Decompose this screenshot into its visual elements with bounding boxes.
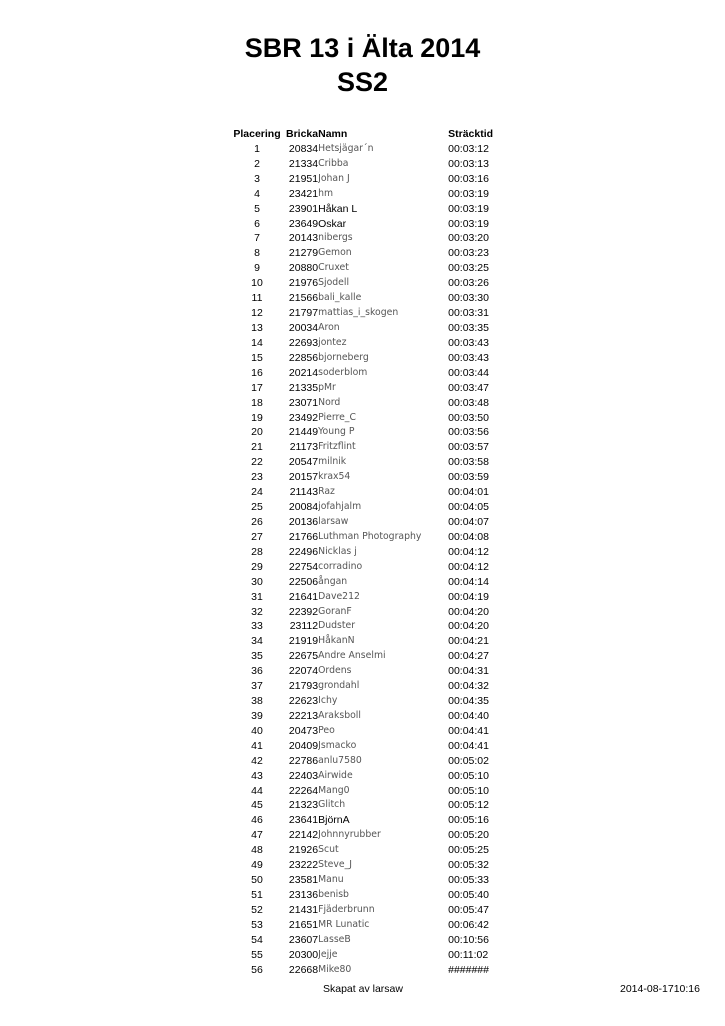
stracktid-cell: 00:04:20 [448,605,489,618]
bricka-cell: 22786 [288,754,319,767]
page-subtitle: SS2 [336,67,389,97]
bricka-cell: 23649 [288,217,319,230]
placering-cell: 6 [254,217,260,230]
table-row [228,694,522,709]
table-row [228,679,522,694]
namn-cell: Aron [318,321,340,333]
table-row [228,664,522,679]
namn-cell: BjörnA [318,814,350,827]
stracktid-cell: 00:03:56 [448,426,489,439]
table-row [228,798,522,813]
table-row [228,172,522,187]
placering-cell: 30 [251,575,263,588]
bricka-cell: 22506 [288,575,319,588]
stracktid-cell: 00:03:43 [448,351,489,364]
column-header-bricka: Bricka [286,128,319,140]
bricka-cell: 22693 [288,336,319,349]
bricka-cell: 21926 [288,844,319,857]
bricka-cell: 21793 [288,680,319,693]
placering-cell: 8 [254,247,260,260]
namn-cell: Dudster [318,620,356,632]
placering-cell: 33 [251,620,263,633]
namn-cell: Luthman Photography [318,530,422,542]
bricka-cell: 20409 [288,739,319,752]
namn-cell: Ordens [318,665,352,677]
namn-cell: Mang0 [318,784,350,796]
placering-cell: 31 [251,590,263,603]
namn-cell: larsaw [318,515,349,527]
namn-cell: Fritzflint [318,441,356,453]
placering-cell: 32 [251,605,263,618]
namn-cell: GoranF [318,605,352,617]
namn-cell: Dave212 [318,590,360,602]
bricka-cell: 20084 [288,501,319,514]
stracktid-cell: 00:04:01 [448,486,489,499]
bricka-cell: 22675 [288,650,319,663]
table-row [228,291,522,306]
namn-cell: Araksboll [318,709,361,721]
namn-cell: Raz [318,486,335,498]
bricka-cell: 21335 [288,381,319,394]
column-header-namn: Namn [318,128,348,140]
placering-cell: 49 [251,859,263,872]
stracktid-cell: 00:04:07 [448,515,489,528]
bricka-cell: 21919 [288,635,319,648]
table-row [228,142,522,157]
namn-cell: Jejje [318,948,338,960]
namn-cell: bali_kalle [318,292,362,304]
stracktid-cell: 00:05:40 [448,889,489,902]
table-row [228,709,522,724]
placering-cell: 51 [251,889,263,902]
stracktid-cell: 00:03:47 [448,381,489,394]
stracktid-cell: 00:03:58 [448,456,489,469]
bricka-cell: 21323 [288,799,319,812]
namn-cell: LasseB [318,933,351,945]
table-row [228,411,522,426]
placering-cell: 55 [251,948,263,961]
table-row [228,754,522,769]
bricka-cell: 23421 [288,187,319,200]
table-row [228,470,522,485]
table-row [228,217,522,232]
namn-cell: Fjäderbrunn [318,903,375,915]
bricka-cell: 23581 [288,874,319,887]
stracktid-cell: 00:05:10 [448,784,489,797]
bricka-cell: 21431 [288,903,319,916]
bricka-cell: 23222 [288,859,319,872]
namn-cell: HåkanN [318,635,355,647]
table-row [228,828,522,843]
bricka-cell: 20034 [288,321,319,334]
placering-cell: 48 [251,844,263,857]
placering-cell: 22 [251,456,263,469]
table-row [228,858,522,873]
table-row [228,918,522,933]
stracktid-cell: 00:04:35 [448,695,489,708]
placering-cell: 54 [251,933,263,946]
table-row [228,530,522,545]
placering-cell: 44 [251,784,263,797]
table-row [228,187,522,202]
stracktid-cell: 00:03:20 [448,232,489,245]
placering-cell: 18 [251,396,263,409]
stracktid-cell: 00:05:02 [448,754,489,767]
table-row [228,440,522,455]
table-row [228,724,522,739]
namn-cell: hm [318,187,334,199]
namn-cell: bjorneberg [318,351,369,363]
bricka-cell: 23901 [288,202,319,215]
table-row [228,231,522,246]
stracktid-cell: 00:03:44 [448,366,489,379]
table-row [228,575,522,590]
bricka-cell: 22496 [288,545,319,558]
placering-cell: 10 [251,277,263,290]
stracktid-cell: 00:03:19 [448,202,489,215]
bricka-cell: 22623 [288,695,319,708]
placering-cell: 26 [251,515,263,528]
placering-cell: 50 [251,874,263,887]
placering-cell: 56 [251,963,263,976]
stracktid-cell: 00:04:27 [448,650,489,663]
namn-cell: MR Lunatic [318,918,370,930]
table-row [228,933,522,948]
table-row [228,634,522,649]
bricka-cell: 23607 [288,933,319,946]
bricka-cell: 22403 [288,769,319,782]
placering-cell: 34 [251,635,263,648]
placering-cell: 35 [251,650,263,663]
namn-cell: nibergs [318,232,353,244]
bricka-cell: 21766 [288,530,319,543]
table-row [228,769,522,784]
created-by-text: Skapat av larsaw [323,983,403,995]
stracktid-cell: 00:04:32 [448,680,489,693]
stracktid-cell: 00:04:12 [448,560,489,573]
placering-cell: 24 [251,486,263,499]
bricka-cell: 22754 [288,560,319,573]
namn-cell: Johan J [318,172,350,184]
bricka-cell: 21279 [288,247,319,260]
stracktid-cell: 00:04:08 [448,530,489,543]
placering-cell: 36 [251,665,263,678]
table-row [228,649,522,664]
table-row [228,515,522,530]
table-row [228,843,522,858]
table-row [228,590,522,605]
namn-cell: ångan [318,575,348,587]
table-row [228,455,522,470]
namn-cell: Oskar [318,217,347,230]
namn-cell: Steve_J [318,859,352,871]
table-row [228,351,522,366]
bricka-cell: 21566 [288,292,319,305]
namn-cell: Andre Anselmi [318,650,386,662]
placering-cell: 15 [251,351,263,364]
table-row [228,202,522,217]
table-row [228,396,522,411]
placering-cell: 12 [251,307,263,320]
bricka-cell: 22264 [288,784,319,797]
table-row [228,963,522,978]
placering-cell: 5 [254,202,260,215]
bricka-cell: 23071 [288,396,319,409]
bricka-cell: 21449 [288,426,319,439]
placering-cell: 16 [251,366,263,379]
placering-cell: 20 [251,426,263,439]
bricka-cell: 22142 [288,829,319,842]
bricka-cell: 21976 [288,277,319,290]
stracktid-cell: ####### [448,963,489,976]
stracktid-cell: 00:03:26 [448,277,489,290]
namn-cell: anlu7580 [318,754,362,766]
column-header-placering: Placering [233,128,281,140]
placering-cell: 28 [251,545,263,558]
stracktid-cell: 00:05:12 [448,799,489,812]
bricka-cell: 21173 [289,441,319,454]
namn-cell: Pierre_C [318,411,356,423]
namn-cell: Johnnyrubber [318,829,381,841]
table-row [228,261,522,276]
bricka-cell: 20300 [288,948,319,961]
placering-cell: 29 [251,560,263,573]
stracktid-cell: 00:03:57 [448,441,489,454]
table-row [228,425,522,440]
bricka-cell: 20143 [288,232,319,245]
namn-cell: soderblom [318,366,368,378]
page-title: SBR 13 i Älta 2014 [244,33,481,63]
stracktid-cell: 00:06:42 [448,918,489,931]
bricka-cell: 21143 [289,486,319,499]
table-row [228,306,522,321]
stracktid-cell: 00:03:48 [448,396,489,409]
namn-cell: pMr [318,381,336,393]
bricka-cell: 23641 [288,814,319,827]
bricka-cell: 22213 [288,709,319,722]
namn-cell: grondahl [318,680,360,692]
placering-cell: 25 [251,501,263,514]
placering-cell: 21 [251,441,263,454]
table-row [228,903,522,918]
namn-cell: Jsmacko [318,739,357,751]
table-row [228,560,522,575]
namn-cell: Young P [318,426,355,438]
table-row [228,276,522,291]
table-row [228,246,522,261]
namn-cell: Hetsjägar´n [318,142,374,154]
bricka-cell: 22856 [288,351,319,364]
placering-cell: 38 [251,695,263,708]
table-row [228,813,522,828]
stracktid-cell: 00:04:19 [448,590,489,603]
placering-cell: 27 [251,530,263,543]
stracktid-cell: 00:03:23 [448,247,489,260]
bricka-cell: 21797 [288,307,319,320]
stracktid-cell: 00:04:21 [448,635,489,648]
placering-cell: 2 [254,157,260,170]
bricka-cell: 21641 [288,590,319,603]
placering-cell: 7 [254,232,260,245]
bricka-cell: 22392 [288,605,319,618]
placering-cell: 14 [251,336,263,349]
namn-cell: jofahjalm [318,501,362,513]
placering-cell: 39 [251,709,263,722]
stracktid-cell: 00:05:32 [448,859,489,872]
stracktid-cell: 00:05:16 [448,814,489,827]
namn-cell: Gemon [318,247,352,259]
table-row [228,873,522,888]
bricka-cell: 21334 [288,157,319,170]
namn-cell: Cribba [318,157,349,169]
namn-cell: Mike80 [318,963,352,975]
namn-cell: Glitch [318,799,346,811]
results-body [228,142,522,978]
namn-cell: benisb [318,889,349,901]
bricka-cell: 23112 [289,620,319,633]
column-header-stracktid: Sträcktid [448,128,494,140]
table-row [228,739,522,754]
placering-cell: 45 [251,799,263,812]
namn-cell: Nord [318,396,341,408]
stracktid-cell: 00:04:20 [448,620,489,633]
placering-cell: 17 [251,381,263,394]
stracktid-cell: 00:03:59 [448,471,489,484]
namn-cell: Peo [318,724,335,736]
namn-cell: milnik [318,456,347,468]
stracktid-cell: 00:05:47 [448,903,489,916]
namn-cell: Håkan L [318,202,358,215]
placering-cell: 1 [254,142,260,155]
stracktid-cell: 00:04:41 [448,724,489,737]
stracktid-cell: 00:04:12 [448,545,489,558]
bricka-cell: 20834 [288,142,319,155]
namn-cell: corradino [318,560,363,572]
stracktid-cell: 00:03:50 [448,411,489,424]
bricka-cell: 20136 [288,515,319,528]
placering-cell: 37 [251,680,263,693]
namn-cell: jontez [318,336,347,348]
placering-cell: 42 [251,754,263,767]
stracktid-cell: 00:03:30 [448,292,489,305]
stracktid-cell: 00:04:31 [448,665,489,678]
namn-cell: Scut [318,844,339,856]
namn-cell: Manu [318,874,344,886]
table-row [228,157,522,172]
stracktid-cell: 00:03:43 [448,336,489,349]
stracktid-cell: 00:05:20 [448,829,489,842]
placering-cell: 46 [251,814,263,827]
stracktid-cell: 00:03:13 [448,157,489,170]
placering-cell: 11 [251,292,263,305]
table-row [228,366,522,381]
table-header-row [228,127,522,142]
namn-cell: Cruxet [318,262,349,274]
stracktid-cell: 00:05:33 [448,874,489,887]
table-row [228,619,522,634]
namn-cell: krax54 [318,471,351,483]
bricka-cell: 20157 [288,471,319,484]
namn-cell: Sjodell [318,277,350,289]
stracktid-cell: 00:05:25 [448,844,489,857]
stracktid-cell: 00:03:25 [448,262,489,275]
placering-cell: 53 [251,918,263,931]
stracktid-cell: 00:03:31 [448,307,489,320]
placering-cell: 3 [254,172,260,185]
placering-cell: 9 [254,262,260,275]
results-table [228,127,522,978]
bricka-cell: 23136 [288,889,319,902]
table-row [228,321,522,336]
placering-cell: 52 [251,903,263,916]
placering-cell: 47 [251,829,263,842]
table-row [228,888,522,903]
placering-cell: 23 [251,471,263,484]
namn-cell: Ichy [318,695,338,707]
namn-cell: Nicklas j [318,545,357,557]
table-row [228,381,522,396]
placering-cell: 19 [251,411,263,424]
stracktid-cell: 00:03:19 [448,187,489,200]
stracktid-cell: 00:03:16 [448,172,489,185]
table-row [228,336,522,351]
stracktid-cell: 00:03:12 [448,142,489,155]
table-row [228,545,522,560]
table-row [228,605,522,620]
table-row [228,948,522,963]
table-row [228,500,522,515]
placering-cell: 40 [251,724,263,737]
bricka-cell: 20880 [288,262,319,275]
stracktid-cell: 00:04:14 [448,575,489,588]
bricka-cell: 20214 [288,366,319,379]
stracktid-cell: 00:04:41 [448,739,489,752]
bricka-cell: 21951 [288,172,319,185]
placering-cell: 4 [254,187,260,200]
stracktid-cell: 00:03:19 [448,217,489,230]
stracktid-cell: 00:04:05 [448,501,489,514]
stracktid-cell: 00:04:40 [448,709,489,722]
bricka-cell: 23492 [288,411,319,424]
namn-cell: Airwide [318,769,353,781]
table-row [228,784,522,799]
stracktid-cell: 00:10:56 [448,933,489,946]
bricka-cell: 20547 [288,456,319,469]
bricka-cell: 21651 [288,918,319,931]
bricka-cell: 22074 [288,665,319,678]
bricka-cell: 22668 [288,963,319,976]
placering-cell: 41 [251,739,263,752]
bricka-cell: 20473 [288,724,319,737]
namn-cell: mattias_i_skogen [318,307,399,319]
table-row [228,485,522,500]
placering-cell: 13 [251,321,263,334]
placering-cell: 43 [251,769,263,782]
timestamp-text: 2014-08-1710:16 [620,983,700,995]
stracktid-cell: 00:03:35 [448,321,489,334]
stracktid-cell: 00:05:10 [448,769,489,782]
stracktid-cell: 00:11:02 [448,948,489,961]
